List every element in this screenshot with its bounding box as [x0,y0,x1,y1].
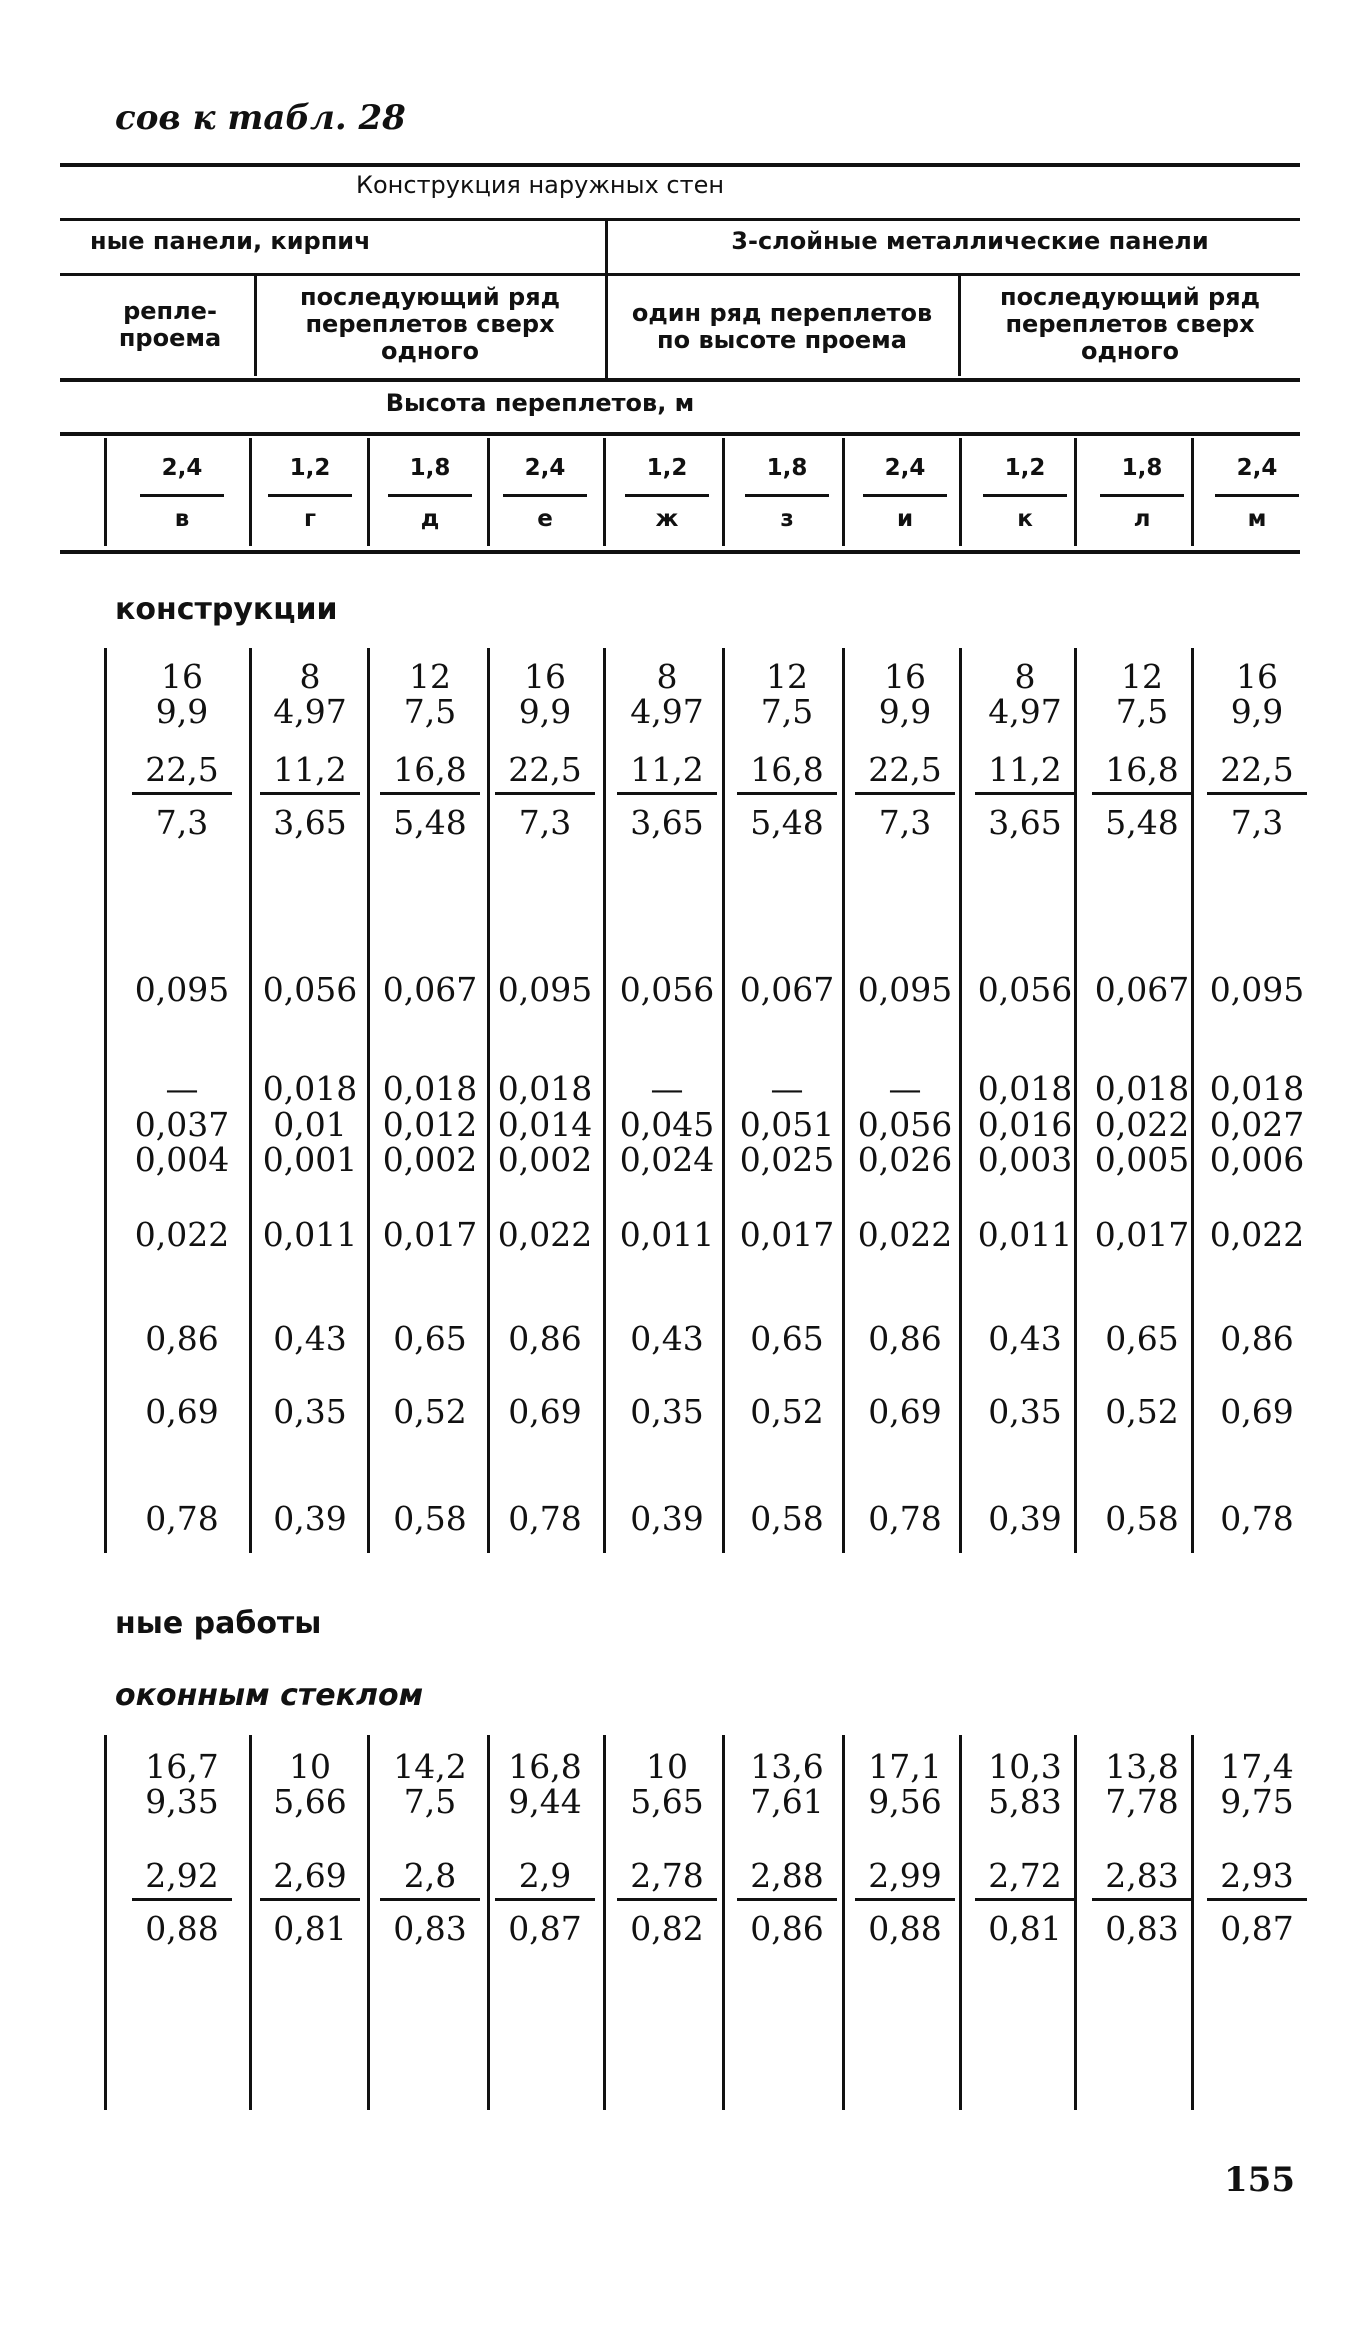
fraction-denominator: 0,88 [145,1909,219,1948]
value-cell: 0,52 [750,1392,824,1431]
value-cell: 0,69 [1220,1392,1294,1431]
value-cell: 0,001 [262,1140,358,1179]
fraction-numerator: 22,5 [855,752,955,795]
value-cell: 0,024 [619,1140,715,1179]
fraction-numerator: 22,5 [1207,752,1307,795]
height-cell: 1,2 [289,455,331,481]
fraction-numerator: 2,9 [495,1858,595,1901]
value-cell: 16,8 [508,1747,582,1786]
value-cell: 0,011 [262,1215,358,1254]
value-cell: — [650,1069,684,1108]
value-cell: 7,5 [760,692,814,731]
sub-header-c: один ряд переплетов по высоте проема [631,299,933,354]
fraction-numerator: 2,93 [1207,1858,1307,1901]
value-cell: 9,9 [1230,692,1284,731]
fraction-denominator: 3,65 [273,803,347,842]
fraction-numerator: 16,8 [737,752,837,795]
fraction-denominator: 0,83 [393,1909,467,1948]
letter-cell: л [1133,506,1151,532]
value-cell: 0,018 [497,1069,593,1108]
value-cell: 4,97 [273,692,347,731]
value-cell: 12 [409,657,451,696]
fraction-denominator: 0,81 [273,1909,347,1948]
value-cell: 0,86 [508,1319,582,1358]
letter-cell: ж [655,506,679,532]
fraction-denominator: 0,81 [988,1909,1062,1948]
value-cell: 0,43 [630,1319,704,1358]
value-cell: 0,52 [1105,1392,1179,1431]
value-cell: 0,018 [1209,1069,1305,1108]
page-number: 155 [1224,2160,1295,2200]
value-cell: 0,002 [382,1140,478,1179]
value-cell: 4,97 [630,692,704,731]
fraction-denominator: 7,3 [1230,803,1284,842]
value-cell: 0,037 [134,1105,230,1144]
value-cell: 12 [1121,657,1163,696]
fraction-numerator: 2,99 [855,1858,955,1901]
fraction-numerator: 11,2 [260,752,360,795]
value-cell: 13,6 [750,1747,824,1786]
sub-header-a: репле- проема [118,297,222,352]
height-cell: 2,4 [1236,455,1278,481]
fraction [380,1858,480,1947]
fraction-denominator: 0,88 [868,1909,942,1948]
letter-cell: в [174,506,190,532]
value-cell: 0,65 [1105,1319,1179,1358]
fraction-denominator: 0,82 [630,1909,704,1948]
value-cell: 0,86 [1220,1319,1294,1358]
letter-cell: д [420,506,440,532]
value-cell: 0,01 [273,1105,347,1144]
value-cell: 0,095 [497,970,593,1009]
value-cell: 0,022 [1209,1215,1305,1254]
value-cell: 16 [1236,657,1278,696]
value-cell: 5,66 [273,1782,347,1821]
value-cell: 10,3 [988,1747,1062,1786]
fraction [737,1858,837,1947]
height-cell: 1,8 [409,455,451,481]
value-cell: 0,35 [630,1392,704,1431]
value-cell: 17,4 [1220,1747,1294,1786]
value-cell: 16 [161,657,203,696]
fraction-numerator: 2,92 [132,1858,232,1901]
fraction-numerator: 16,8 [1092,752,1192,795]
value-cell: 16,7 [145,1747,219,1786]
value-cell: 0,86 [145,1319,219,1358]
value-cell: 0,095 [134,970,230,1009]
fraction [495,1858,595,1947]
fraction-numerator: 22,5 [132,752,232,795]
section1-title: конструкции [115,592,338,627]
value-cell: 0,69 [508,1392,582,1431]
value-cell: 0,018 [262,1069,358,1108]
value-cell: 8 [656,657,678,696]
value-cell: 0,067 [1094,970,1190,1009]
value-cell: 0,35 [273,1392,347,1431]
value-cell: 0,017 [739,1215,835,1254]
value-cell: 0,067 [382,970,478,1009]
value-cell: 12 [766,657,808,696]
value-cell: — [888,1069,922,1108]
value-cell: 0,58 [1105,1499,1179,1538]
value-cell: 0,067 [739,970,835,1009]
value-cell: 9,75 [1220,1782,1294,1821]
value-cell: 8 [1014,657,1036,696]
letter-cell: м [1247,506,1267,532]
value-cell: 0,58 [393,1499,467,1538]
value-cell: 0,018 [382,1069,478,1108]
group-right-header: 3-слойные металлические панели [731,227,1209,255]
value-cell: 9,35 [145,1782,219,1821]
fraction-denominator: 0,86 [750,1909,824,1948]
value-cell: 0,056 [619,970,715,1009]
value-cell: 0,39 [273,1499,347,1538]
value-cell: 8 [299,657,321,696]
fraction-numerator: 2,69 [260,1858,360,1901]
value-cell: — [165,1069,199,1108]
fraction [1207,1858,1307,1947]
fraction-numerator: 2,83 [1092,1858,1192,1901]
value-cell: 0,35 [988,1392,1062,1431]
value-cell: 0,017 [1094,1215,1190,1254]
value-cell: 16 [884,657,926,696]
height-cell: 2,4 [884,455,926,481]
fraction-denominator: 0,87 [1220,1909,1294,1948]
value-cell: 0,65 [750,1319,824,1358]
value-cell: 0,006 [1209,1140,1305,1179]
value-cell: 0,69 [868,1392,942,1431]
fraction-numerator: 2,8 [380,1858,480,1901]
fraction-denominator: 5,48 [1105,803,1179,842]
letter-cell: г [303,506,317,532]
value-cell: 0,52 [393,1392,467,1431]
value-cell: 0,051 [739,1105,835,1144]
value-cell: 0,65 [393,1319,467,1358]
value-cell: 0,012 [382,1105,478,1144]
height-cell: 1,2 [1004,455,1046,481]
group-left-header: ные панели, кирпич [90,227,371,255]
fraction-denominator: 7,3 [155,803,209,842]
value-cell: 16 [524,657,566,696]
value-cell: 0,78 [868,1499,942,1538]
value-cell: 0,005 [1094,1140,1190,1179]
value-cell: 0,39 [630,1499,704,1538]
value-cell: 0,018 [1094,1069,1190,1108]
value-cell: 0,016 [977,1105,1073,1144]
value-cell: 17,1 [868,1747,942,1786]
value-cell: 0,69 [145,1392,219,1431]
value-cell: 0,022 [134,1215,230,1254]
fraction-numerator: 11,2 [975,752,1075,795]
fraction-denominator: 0,83 [1105,1909,1179,1948]
fraction-denominator: 5,48 [750,803,824,842]
value-cell: 0,011 [619,1215,715,1254]
value-cell: 0,017 [382,1215,478,1254]
value-cell: 0,026 [857,1140,953,1179]
fraction [260,1858,360,1947]
value-cell: 0,43 [988,1319,1062,1358]
value-cell: 7,78 [1105,1782,1179,1821]
value-cell: 9,9 [878,692,932,731]
letter-cell: к [1017,506,1033,532]
letter-cell: з [780,506,794,532]
fraction-numerator: 11,2 [617,752,717,795]
continuation-title: сов к табл. 28 [115,98,406,138]
value-cell: 9,56 [868,1782,942,1821]
value-cell: 0,78 [1220,1499,1294,1538]
value-cell: 9,44 [508,1782,582,1821]
height-label: Высота переплетов, м [385,389,695,417]
fraction [617,1858,717,1947]
fraction-numerator: 2,72 [975,1858,1075,1901]
fraction-denominator: 7,3 [878,803,932,842]
fraction [855,1858,955,1947]
value-cell: 0,78 [145,1499,219,1538]
fraction-denominator: 3,65 [630,803,704,842]
height-cell: 1,8 [1121,455,1163,481]
value-cell: 0,056 [262,970,358,1009]
section2-col-divider [603,1735,606,2110]
value-cell: 0,58 [750,1499,824,1538]
fraction-numerator: 2,88 [737,1858,837,1901]
value-cell: 0,056 [857,1105,953,1144]
value-cell: — [770,1069,804,1108]
letter-cell: е [537,506,553,532]
value-cell: 0,39 [988,1499,1062,1538]
value-cell: 0,022 [1094,1105,1190,1144]
value-cell: 9,9 [155,692,209,731]
fraction [132,1858,232,1947]
fraction-denominator: 7,3 [518,803,572,842]
value-cell: 13,8 [1105,1747,1179,1786]
value-cell: 7,5 [1115,692,1169,731]
sub-header-d: последующий ряд переплетов сверх одного [999,283,1260,365]
value-cell: 0,43 [273,1319,347,1358]
value-cell: 0,004 [134,1140,230,1179]
section2-subtitle: оконным стеклом [115,1678,424,1713]
value-cell: 5,65 [630,1782,704,1821]
height-cell: 2,4 [524,455,566,481]
value-cell: 0,022 [497,1215,593,1254]
height-cell: 2,4 [161,455,203,481]
value-cell: 0,022 [857,1215,953,1254]
construction-header: Конструкция наружных стен [355,171,725,199]
value-cell: 0,002 [497,1140,593,1179]
height-cell: 1,2 [646,455,688,481]
value-cell: 5,83 [988,1782,1062,1821]
sub-header-b: последующий ряд переплетов сверх одного [299,283,560,365]
value-cell: 0,056 [977,970,1073,1009]
fraction-numerator: 22,5 [495,752,595,795]
value-cell: 0,027 [1209,1105,1305,1144]
value-cell: 0,025 [739,1140,835,1179]
section2-col-divider [104,1735,107,2110]
value-cell: 0,045 [619,1105,715,1144]
fraction-denominator: 5,48 [393,803,467,842]
value-cell: 7,5 [403,692,457,731]
value-cell: 9,9 [518,692,572,731]
value-cell: 7,5 [403,1782,457,1821]
height-cell: 1,8 [766,455,808,481]
value-cell: 10 [646,1747,688,1786]
value-cell: 14,2 [393,1747,467,1786]
value-cell: 4,97 [988,692,1062,731]
value-cell: 0,86 [868,1319,942,1358]
fraction [975,1858,1075,1947]
value-cell: 0,011 [977,1215,1073,1254]
fraction-denominator: 0,87 [508,1909,582,1948]
value-cell: 7,61 [750,1782,824,1821]
fraction-numerator: 2,78 [617,1858,717,1901]
value-cell: 0,095 [1209,970,1305,1009]
value-cell: 0,095 [857,970,953,1009]
section2-title: ные работы [115,1606,322,1641]
value-cell: 10 [289,1747,331,1786]
value-cell: 0,78 [508,1499,582,1538]
fraction-numerator: 16,8 [380,752,480,795]
letter-cell: и [896,506,914,532]
value-cell: 0,003 [977,1140,1073,1179]
value-cell: 0,014 [497,1105,593,1144]
value-cell: 0,018 [977,1069,1073,1108]
fraction-denominator: 3,65 [988,803,1062,842]
fraction [1092,1858,1192,1947]
